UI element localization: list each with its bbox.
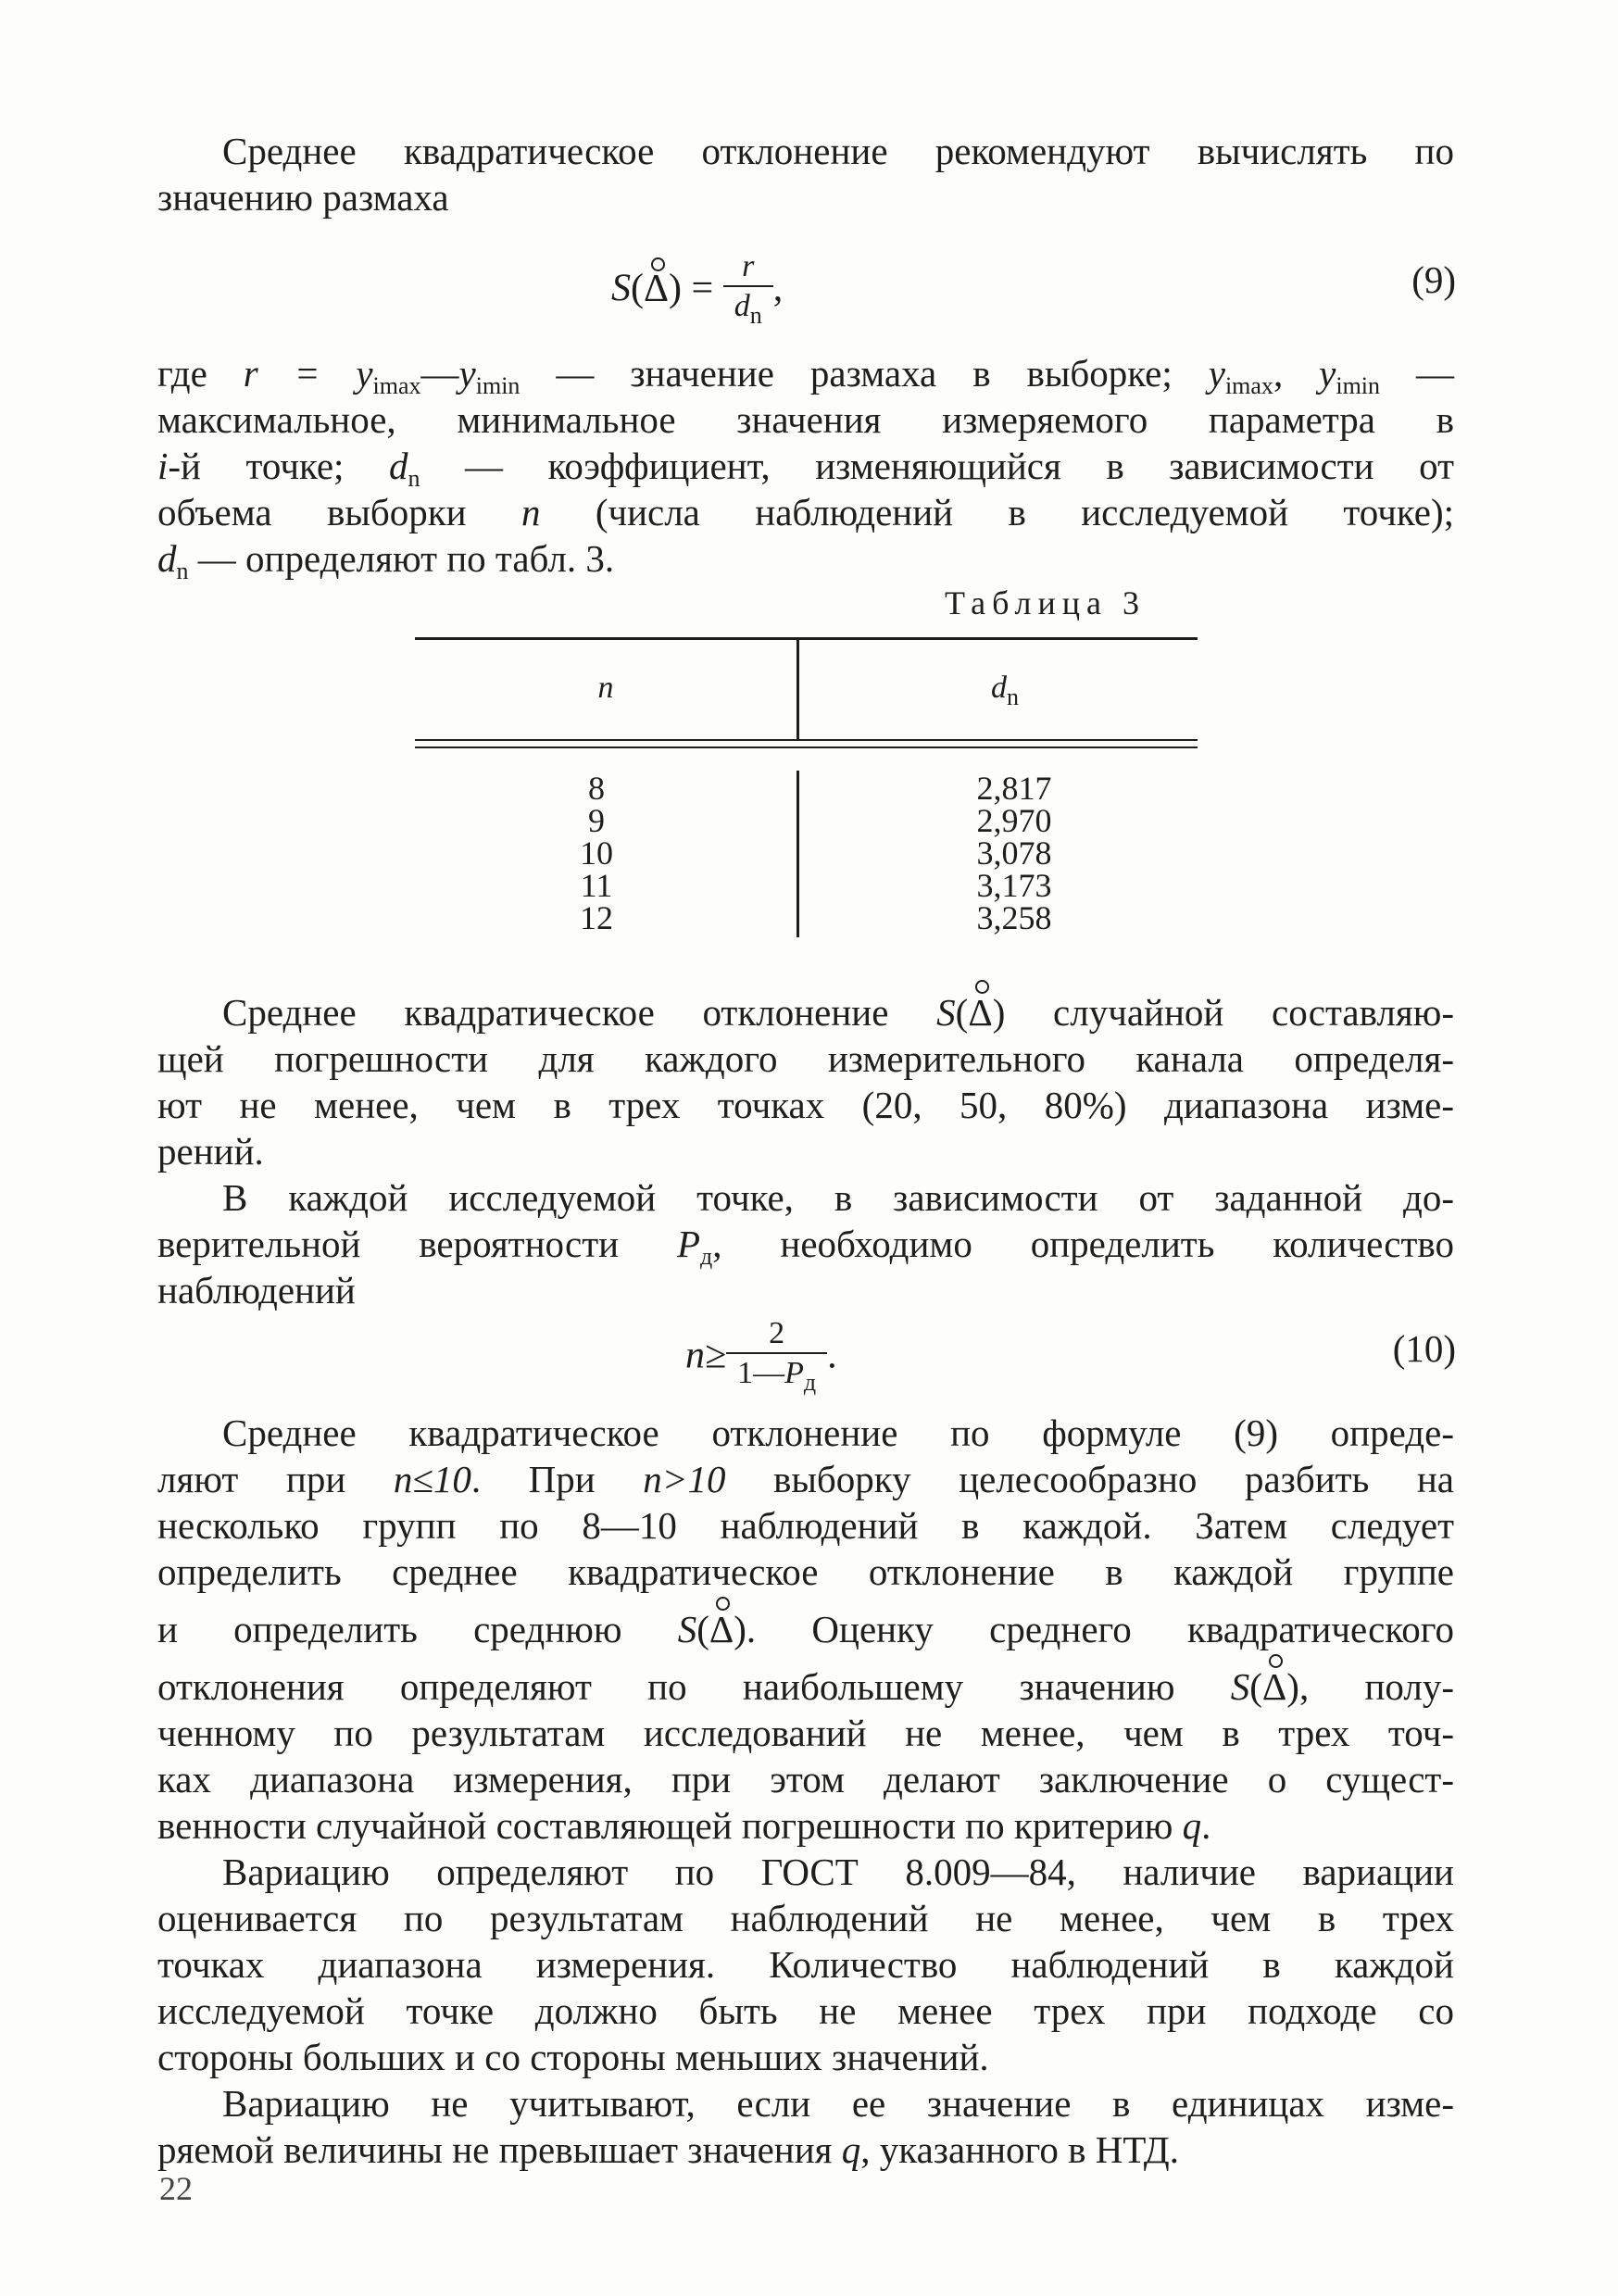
table-cell-n: 11: [580, 867, 613, 904]
text-line: наблюдений: [157, 1269, 356, 1311]
delta-circle-symbol: Δ: [1261, 1665, 1287, 1708]
text-line: ченному по результатам исследований не менее, чем в трех точ-: [157, 1712, 1454, 1754]
formula-10: n≥ $\frac{2}{1—P_д}$ .: [685, 1315, 837, 1402]
table-cell-dn: 3,173: [976, 867, 1052, 904]
delta-circle-symbol: Δ: [644, 267, 670, 310]
text-line: максимальное, минимальное значения измеряемого параметра в: [157, 398, 1454, 441]
text-line: Вариацию не учитывают, если ее значение в единицах изме-: [222, 2082, 1454, 2125]
text-line: рений.: [157, 1130, 264, 1173]
text-line: $d_n$ — определяют по табл. 3.: [157, 537, 615, 584]
delta-circle-symbol: Δ: [968, 991, 993, 1034]
text-line: венности случайной составляющей погрешности по критерию q.: [157, 1804, 1211, 1847]
table-cell-n: 12: [580, 899, 613, 936]
text-line: ряемой величины не превышает значения q, указанного в НТД.: [157, 2128, 1179, 2171]
table-header-n: n: [597, 671, 614, 705]
fraction-r-over-dn: $\frac{r}{d_n}$: [723, 248, 773, 335]
table-cell-n: 9: [588, 802, 605, 839]
table-column-n: [559, 772, 633, 935]
text-line: щей погрешности для каждого измерительного канала определя-: [157, 1037, 1454, 1080]
text-line: значению размаха: [157, 176, 449, 219]
text-line: где $r = y_{imax}—y_{imin}$ — значение размаха в выборке; $y_{imax}$, $y_{imin}$ —: [157, 352, 1454, 399]
text-line: i-й точке; $d_n$ — коэффициент, изменяющийся в зависимости от: [157, 445, 1454, 492]
equation-number-10: (10): [1392, 1327, 1456, 1370]
text-line: ют не менее, чем в трех точках (20, 50, 80%) диапазона изме-: [157, 1084, 1454, 1126]
table-body-divider: [796, 771, 799, 937]
table-header-dn: $d_n$: [991, 671, 1019, 710]
text-line: отклонения определяют по наибольшему значению S(Δ), полу-: [157, 1665, 1454, 1708]
text-line: точках диапазона измерения. Количество наблюдений в каждой: [157, 1943, 1454, 1986]
text-line: объема выборки n (числа наблюдений в исследуемой точке);: [157, 491, 1454, 533]
text-line: несколько групп по 8—10 наблюдений в каждой. Затем следует: [157, 1504, 1454, 1547]
table-cell-dn: 3,258: [976, 899, 1052, 936]
equation-number-9: (9): [1411, 258, 1456, 301]
text-line: ках диапазона измерения, при этом делают заключение о сущест-: [157, 1758, 1454, 1800]
text-line: ляют при n≤10. При n>10 выборку целесообразно разбить на: [157, 1458, 1454, 1500]
delta-circle-symbol: Δ: [709, 1608, 734, 1650]
text-line: стороны больших и со стороны меньших значений.: [157, 2036, 989, 2078]
text-line: определить среднее квадратическое отклонение в каждой группе: [157, 1550, 1454, 1593]
text-line: оценивается по результатам наблюдений не менее, чем в трех: [157, 1897, 1454, 1939]
text-line: Среднее квадратическое отклонение S(Δ) случайной составляю-: [222, 991, 1454, 1034]
table-cell-dn: 2,970: [976, 802, 1052, 839]
table-header-divider: [796, 639, 799, 739]
table-cell-n: 8: [588, 770, 605, 807]
text-line: Среднее квадратическое отклонение рекомендуют вычислять по: [222, 130, 1454, 172]
text-line: исследуемой точке должно быть не менее трех при подходе со: [157, 1989, 1454, 2032]
text-line: Среднее квадратическое отклонение по формуле (9) опреде-: [222, 1411, 1454, 1454]
table-caption: Таблица 3: [945, 584, 1146, 621]
table-header-rule: [415, 739, 1198, 741]
table-cell-n: 10: [580, 834, 613, 872]
text-line: В каждой исследуемой точке, в зависимости от заданной до-: [222, 1176, 1454, 1219]
table-top-rule: [415, 637, 1198, 640]
text-line: и определить среднюю S(Δ). Оценку среднего квадратического: [157, 1608, 1454, 1650]
page-number: 22: [159, 2170, 193, 2207]
formula-9: S(Δ) = $\frac{r}{d_n}$ ,: [611, 248, 783, 335]
table-cell-dn: 2,817: [976, 770, 1052, 807]
text-line: верительной вероятности $P_д$, необходимо определить количество: [157, 1223, 1454, 1270]
table-header-rule-double: [415, 747, 1198, 748]
table-cell-dn: 3,078: [976, 834, 1052, 872]
table-column-dn: [945, 772, 1084, 935]
fraction-2-over-1-minus-p: $\frac{2}{1—P_д}$: [726, 1315, 827, 1402]
text-line: Вариацию определяют по ГОСТ 8.009—84, наличие вариации: [222, 1851, 1454, 1893]
